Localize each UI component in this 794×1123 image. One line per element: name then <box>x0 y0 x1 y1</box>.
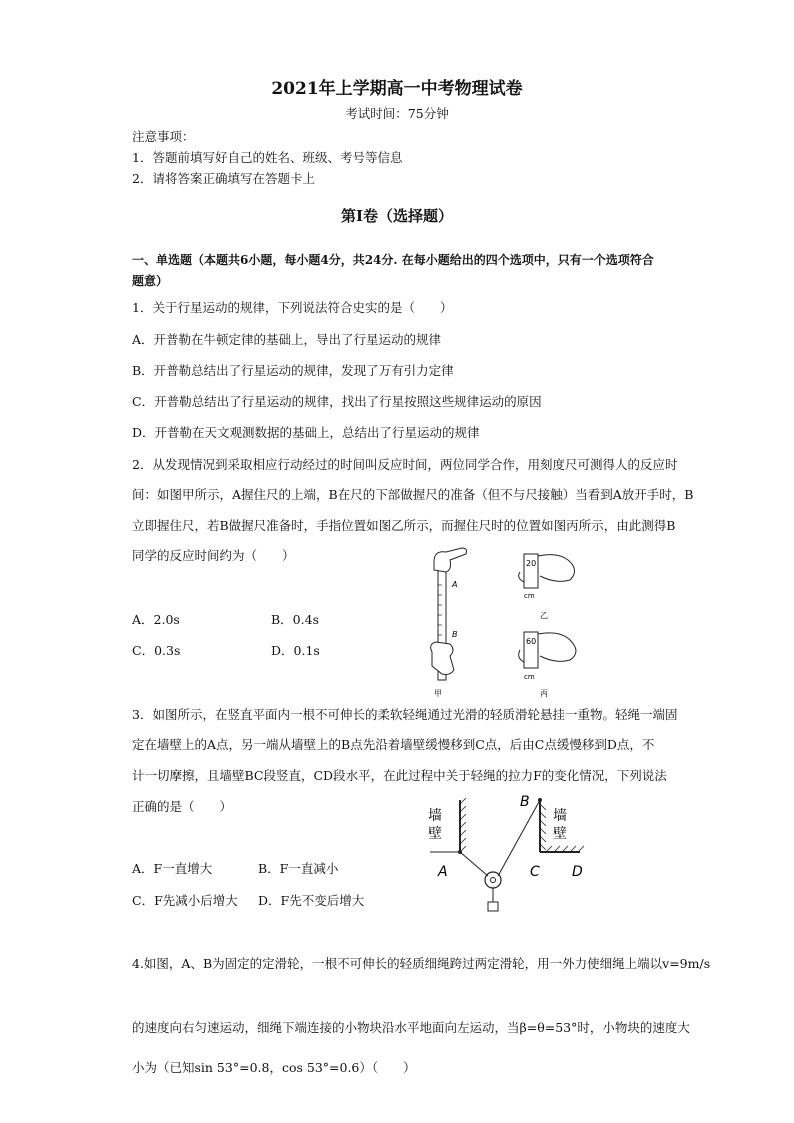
part-heading: 一、单选题（本题共6小题，每小题4分，共24分. 在每小题给出的四个选项中，只有一个选项符合 <box>132 253 654 267</box>
q4-stem: 小为（已知sin 53°=0.8，cos 53°=0.6）（ ） <box>132 1060 416 1075</box>
q2-option-a: A．2.0s <box>132 612 180 627</box>
q3-option-d: D．F先不变后增大 <box>258 893 365 908</box>
q4-stem: 的速度向右匀速运动，细绳下端连接的小物块沿水平地面向左运动，当β=θ=53°时，小物块的速度大 <box>132 1020 690 1035</box>
q2-stem: 2．从发现情况到采取相应行动经过的时间叫反应时间，两位同学合作，用刻度尺可测得人的反应时 <box>132 457 678 472</box>
section-title: 第Ⅰ卷（选择题） <box>340 207 454 225</box>
q4-stem: 4.如图，A、B为固定的定滑轮，一根不可伸长的轻质细绳跨过两定滑轮，用一外力使细绳上端以v=9m/s <box>132 956 711 971</box>
notice-heading: 注意事项： <box>132 129 195 144</box>
wall-label: 壁 <box>553 826 567 842</box>
q3-option-a: A．F一直增大 <box>132 861 213 876</box>
q2-option-c: C．0.3s <box>132 643 181 658</box>
q2-option-b: B．0.4s <box>271 612 319 627</box>
point-b-label: B <box>520 794 530 810</box>
fig-label-a: A <box>452 580 458 589</box>
q3-stem: 计一切摩擦，且墙壁BC段竖直，CD段水平，在此过程中关于轻绳的拉力F的变化情况，下列说法 <box>132 768 667 783</box>
notice-item: 2．请将答案正确填写在答题卡上 <box>132 171 315 186</box>
exam-title: 2021年上学期高一中考物理试卷 <box>271 79 523 99</box>
q1-stem: 1．关于行星运动的规律，下列说法符合史实的是（ ） <box>132 300 453 315</box>
q3-stem: 定在墙壁上的A点，另一端从墙壁上的B点先沿着墙壁缓慢移到C点，后由C点缓慢移到D点，不 <box>132 737 655 752</box>
reaction-time-figure <box>420 540 600 700</box>
q3-option-b: B．F一直减小 <box>258 861 339 876</box>
q1-option-a: A．开普勒在牛顿定律的基础上，导出了行星运动的规律 <box>132 332 442 347</box>
fig-caption-jia: 甲 <box>434 689 442 698</box>
point-d-label: D <box>572 864 583 880</box>
fig-reading-60: 60 <box>526 637 537 646</box>
q3-stem: 正确的是（ ） <box>132 799 233 814</box>
notice-item: 1．答题前填写好自己的姓名、班级、考号等信息 <box>132 150 403 165</box>
fig-caption-bing: 丙 <box>540 689 548 698</box>
q2-stem: 间：如图甲所示，A握住尺的上端，B在尺的下部做握尺的准备（但不与尺接触）当看到A放开手时，B <box>132 487 694 502</box>
point-a-label: A <box>438 864 448 880</box>
q1-option-b: B．开普勒总结出了行星运动的规律，发现了万有引力定律 <box>132 363 454 378</box>
part-heading-cont: 题意） <box>132 274 169 288</box>
pulley-wall-figure <box>420 790 600 925</box>
wall-label: 墙 <box>553 808 567 824</box>
wall-label: 壁 <box>428 826 442 842</box>
q1-option-d: D．开普勒在天文观测数据的基础上，总结出了行星运动的规律 <box>132 425 480 440</box>
fig-unit-cm: cm <box>524 673 535 681</box>
q2-stem: 立即握住尺，若B做握尺准备时，手指位置如图乙所示，而握住尺时的位置如图丙所示，由此测得B <box>132 518 676 533</box>
q3-stem: 3．如图所示，在竖直平面内一根不可伸长的柔软轻绳通过光滑的轻质滑轮悬挂一重物。轻绳一端固 <box>132 707 678 722</box>
q2-option-d: D．0.1s <box>271 643 320 658</box>
point-c-label: C <box>530 864 540 880</box>
exam-time: 考试时间：75分钟 <box>345 106 449 121</box>
q2-stem: 同学的反应时间约为（ ） <box>132 548 295 563</box>
fig-label-b: B <box>452 630 458 639</box>
fig-reading-20: 20 <box>526 559 537 568</box>
fig-unit-cm: cm <box>524 592 535 600</box>
wall-label: 墙 <box>428 808 442 824</box>
q3-option-c: C．F先减小后增大 <box>132 893 238 908</box>
fig-caption-yi: 乙 <box>540 611 548 620</box>
q1-option-c: C．开普勒总结出了行星运动的规律，找出了行星按照这些规律运动的原因 <box>132 394 542 409</box>
